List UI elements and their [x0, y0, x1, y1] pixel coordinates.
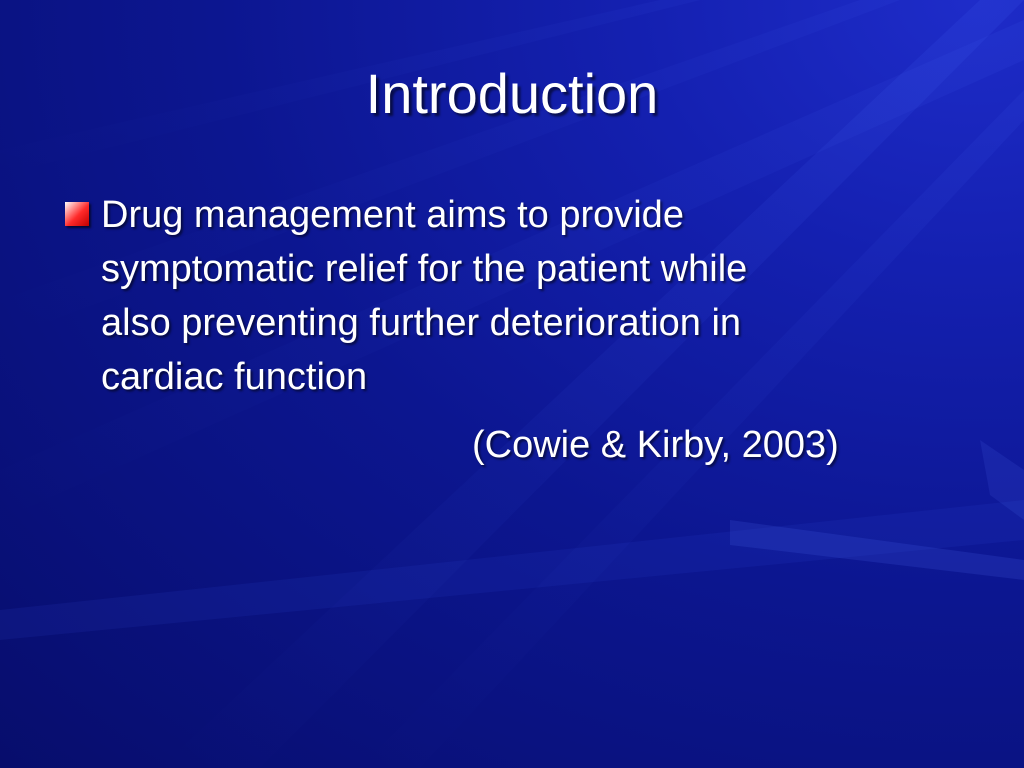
slide-title: Introduction — [365, 62, 659, 125]
bullet-text: Drug management aims to provide symptomatic relief for the patient while also preventing further deterioration in cardiac function — [101, 194, 748, 398]
bullet-square-icon — [65, 202, 89, 226]
citation: (Cowie & Kirby, 2003) — [472, 424, 839, 466]
